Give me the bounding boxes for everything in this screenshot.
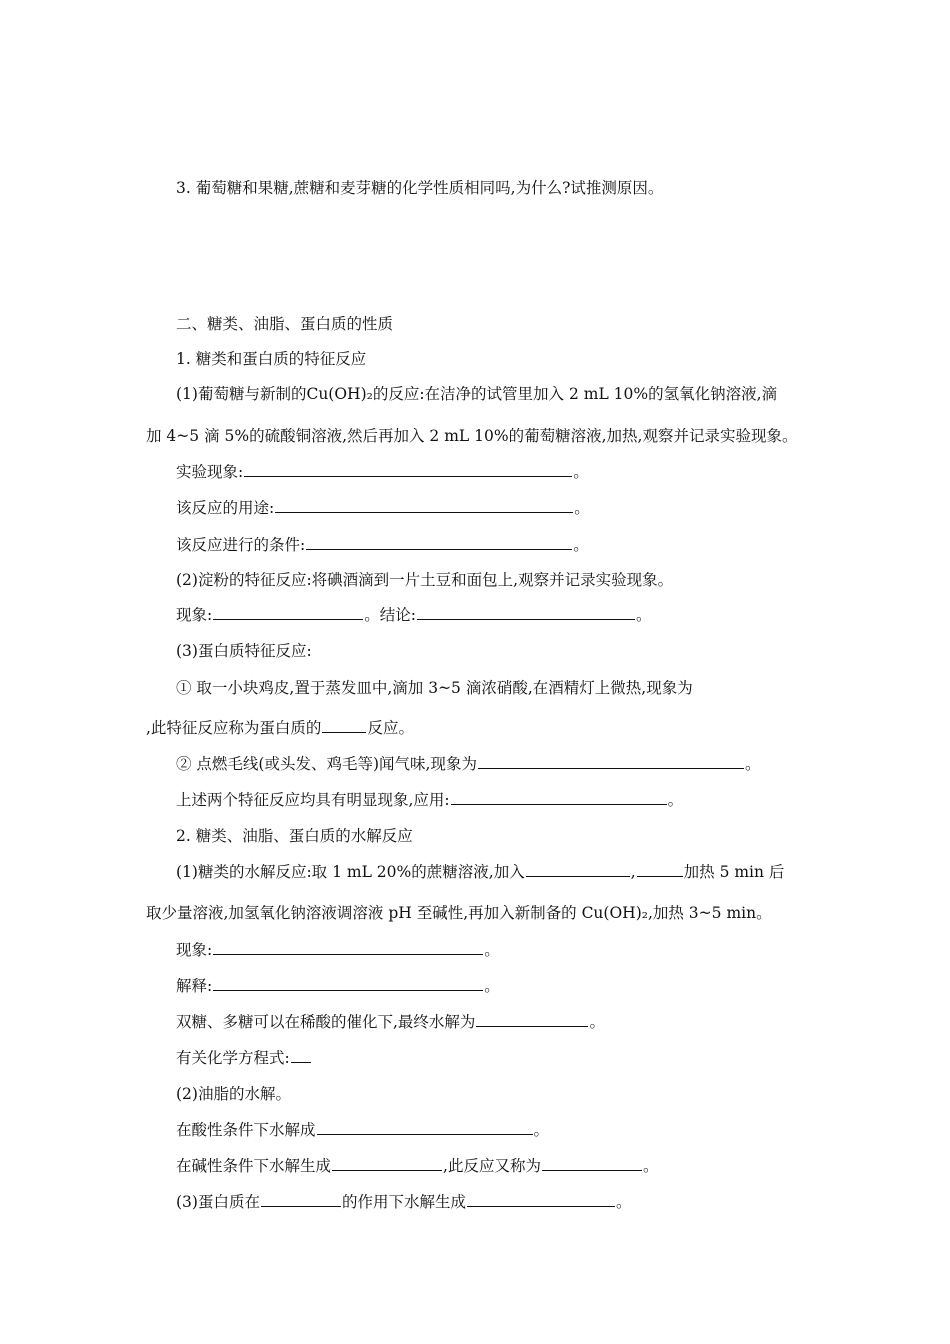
h1-text-a: (1)糖类的水解反应:取 1 mL 20%的蔗糖溶液,加入 (176, 863, 525, 881)
reaction-use-blank[interactable] (275, 498, 573, 513)
period: 。 (589, 1013, 605, 1031)
h3-row (176, 1192, 632, 1212)
period: 。 (573, 536, 589, 554)
equation-blank[interactable] (291, 1048, 311, 1063)
catalyst-blank[interactable] (261, 1192, 341, 1207)
final-product-blank[interactable] (476, 1012, 588, 1027)
period: 。 (484, 941, 500, 959)
conclusion-label: 。结论: (364, 606, 416, 624)
subsection-2-title: 2. 糖类、油脂、蛋白质的水解反应 (176, 827, 413, 845)
exp-phenomenon-label: 实验现象: (176, 463, 244, 481)
p3-item1-text-b: 反应。 (367, 719, 414, 737)
period: 。 (642, 1157, 659, 1175)
reaction-condition-row (176, 535, 589, 555)
p2: (2)淀粉的特征反应:将碘酒滴到一片土豆和面包上,观察并记录实验现象。 (176, 571, 674, 589)
h2-base-row (176, 1156, 658, 1176)
period: 。 (533, 1121, 550, 1139)
h1-text-b: , (630, 863, 636, 881)
h3-text-a: (3)蛋白质在 (176, 1193, 260, 1211)
period: 。 (615, 1193, 632, 1211)
p1-line1: (1)葡萄糖与新制的Cu(OH)₂的反应:在洁净的试管里加入 2 mL 10%的氢氧化钠溶液,滴 (176, 385, 778, 403)
heating-method-blank[interactable] (637, 862, 683, 877)
question-3: 3. 葡萄糖和果糖,蔗糖和麦芽糖的化学性质相同吗,为什么?试推测原因。 (176, 179, 664, 197)
h1-text-c: 加热 5 min 后 (683, 863, 785, 881)
p3: (3)蛋白质特征反应: (176, 642, 312, 660)
protein-product-blank[interactable] (467, 1192, 615, 1207)
h2-base-text-b: ,此反应又称为 (443, 1157, 541, 1175)
reaction-name-blank[interactable] (542, 1156, 642, 1171)
subsection-1-title: 1. 糖类和蛋白质的特征反应 (176, 350, 367, 368)
exp-phenomenon-blank[interactable] (244, 462, 572, 477)
acid-product-blank[interactable] (317, 1120, 533, 1135)
period: 。 (484, 977, 500, 995)
phenomenon-label: 现象: (176, 606, 213, 624)
h1-phenomenon-row (176, 940, 500, 960)
starch-conclusion-blank[interactable] (417, 605, 635, 620)
period: 。 (667, 791, 684, 809)
period: 。 (573, 463, 589, 481)
period: 。 (744, 755, 761, 773)
h1-equation-row (176, 1048, 312, 1068)
application-blank[interactable] (451, 790, 667, 805)
starch-phenomenon-blank[interactable] (213, 605, 363, 620)
protein-reaction-blank[interactable] (322, 718, 366, 733)
p3-apply-text: 上述两个特征反应均具有明显现象,应用: (176, 791, 450, 809)
reaction-condition-label: 该反应进行的条件: (176, 536, 306, 554)
period: 。 (635, 606, 652, 624)
h3-text-b: 的作用下水解生成 (341, 1193, 466, 1211)
p3-item2-text: ② 点燃毛线(或头发、鸡毛等)闻气味,现象为 (176, 755, 477, 773)
hydrolysis-explain-blank[interactable] (213, 976, 483, 991)
h1-explain-label: 解释: (176, 977, 213, 995)
h1-line1 (176, 862, 784, 882)
section-2-title: 二、糖类、油脂、蛋白质的性质 (176, 315, 394, 333)
reaction-use-row (176, 498, 590, 518)
period: 。 (574, 499, 590, 517)
p3-item1-line2 (146, 718, 414, 738)
p3-item2-row (176, 754, 760, 774)
h1-phenomenon-label: 现象: (176, 941, 213, 959)
h2-acid-row (176, 1120, 549, 1140)
reaction-condition-blank[interactable] (306, 535, 572, 550)
p1-line2: 加 4~5 滴 5%的硫酸铜溶液,然后再加入 2 mL 10%的葡萄糖溶液,加热,观察并记录实验现象。 (146, 427, 798, 445)
h1-final-text: 双糖、多糖可以在稀酸的催化下,最终水解为 (176, 1013, 476, 1031)
h1-explain-row (176, 976, 500, 996)
hydrolysis-phenomenon-blank[interactable] (213, 940, 483, 955)
starch-row (176, 605, 651, 625)
h2-base-text-a: 在碱性条件下水解生成 (176, 1157, 332, 1175)
p3-apply-row (176, 790, 683, 810)
p3-item1-text-a: ,此特征反应称为蛋白质的 (146, 719, 322, 737)
base-product-blank[interactable] (332, 1156, 442, 1171)
smell-phenomenon-blank[interactable] (478, 754, 744, 769)
h2-acid-text: 在酸性条件下水解成 (176, 1121, 316, 1139)
h1-final-row (176, 1012, 605, 1032)
p3-item1-line1: ① 取一小块鸡皮,置于蒸发皿中,滴加 3~5 滴浓硝酸,在酒精灯上微热,现象为 (176, 679, 693, 697)
reagent-blank[interactable] (526, 862, 630, 877)
h2-title: (2)油脂的水解。 (176, 1085, 291, 1103)
h1-equation-label: 有关化学方程式: (176, 1049, 290, 1067)
exp-phenomenon-row (176, 462, 589, 482)
reaction-use-label: 该反应的用途: (176, 499, 275, 517)
h1-line2: 取少量溶液,加氢氧化钠溶液调溶液 pH 至碱性,再加入新制备的 Cu(OH)₂,加热 3~5 min。 (146, 904, 772, 922)
